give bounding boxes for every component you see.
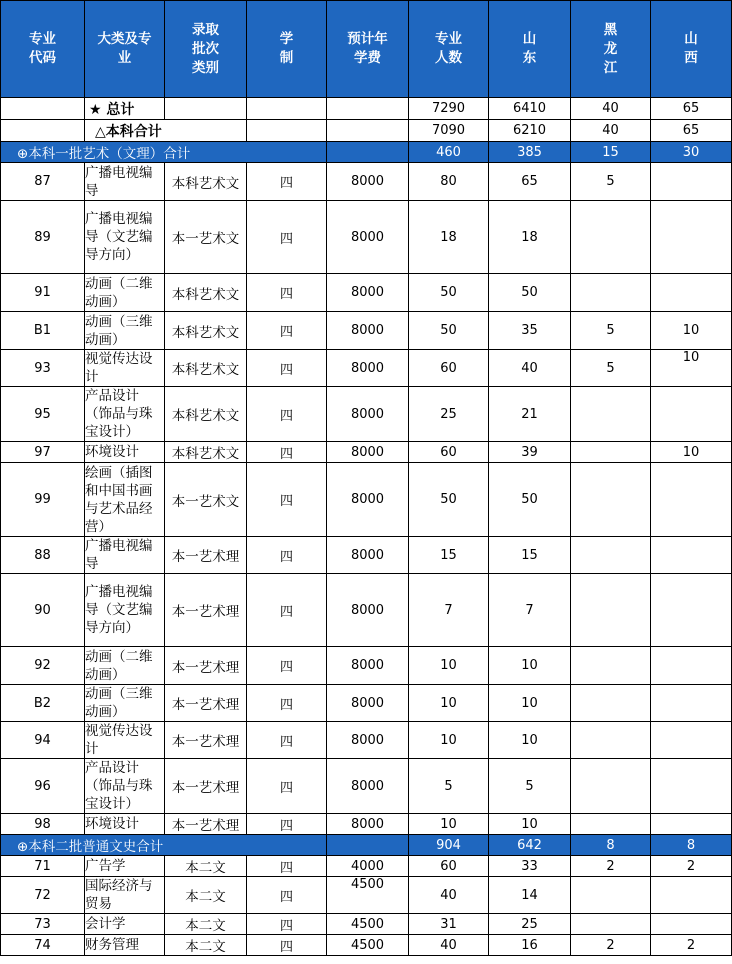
major-count: 10 — [409, 647, 489, 685]
quota-shanxi — [651, 759, 732, 814]
section-shanxi: 30 — [651, 142, 732, 163]
batch-type: 本科艺术文 — [165, 163, 247, 201]
major-count: 60 — [409, 856, 489, 877]
table-row — [1, 759, 732, 814]
major-code: 89 — [1, 201, 85, 274]
batch-type: 本一艺术文 — [165, 463, 247, 537]
cell-empty — [327, 835, 409, 856]
section-shanxi: 8 — [651, 835, 732, 856]
batch-type: 本一艺术文 — [165, 201, 247, 274]
major-code: 91 — [1, 274, 85, 312]
batch-type: 本二文 — [165, 935, 247, 956]
section-count: 904 — [409, 835, 489, 856]
quota-shandong: 14 — [489, 877, 571, 914]
major-code: 98 — [1, 814, 85, 835]
quota-shanxi — [651, 722, 732, 759]
major-name: 广播电视编导 — [85, 537, 165, 574]
batch-type: 本一艺术理 — [165, 722, 247, 759]
major-code: 92 — [1, 647, 85, 685]
grand-total-shanxi: 65 — [651, 98, 732, 120]
quota-heilongjiang — [571, 463, 651, 537]
major-count: 10 — [409, 814, 489, 835]
quota-shandong: 10 — [489, 647, 571, 685]
major-code: B2 — [1, 685, 85, 722]
quota-shanxi — [651, 814, 732, 835]
quota-heilongjiang — [571, 722, 651, 759]
table-row — [1, 722, 732, 759]
major-code: 96 — [1, 759, 85, 814]
tuition-fee: 8000 — [327, 537, 409, 574]
quota-heilongjiang: 5 — [571, 163, 651, 201]
cell-empty — [327, 98, 409, 120]
major-name: 产品设计（饰品与珠宝设计） — [85, 387, 165, 442]
quota-shandong: 5 — [489, 759, 571, 814]
table-row — [1, 274, 732, 312]
header-shandong: 山 东 — [489, 1, 571, 98]
table-row — [1, 463, 732, 537]
grand-total-heilongjiang: 40 — [571, 98, 651, 120]
tuition-fee: 8000 — [327, 350, 409, 387]
table-row — [1, 685, 732, 722]
grand-total-row — [1, 98, 732, 120]
quota-shanxi — [651, 387, 732, 442]
tuition-fee: 4500 — [327, 914, 409, 935]
tuition-fee: 4500 — [327, 877, 409, 914]
tuition-fee: 8000 — [327, 163, 409, 201]
header-shanxi: 山 西 — [651, 1, 732, 98]
major-count: 5 — [409, 759, 489, 814]
major-count: 60 — [409, 442, 489, 463]
quota-shandong: 50 — [489, 274, 571, 312]
table-row — [1, 537, 732, 574]
tuition-fee: 8000 — [327, 759, 409, 814]
batch-type: 本一艺术理 — [165, 685, 247, 722]
major-code: 95 — [1, 387, 85, 442]
tuition-fee: 8000 — [327, 647, 409, 685]
quota-shanxi — [651, 537, 732, 574]
section-row — [1, 835, 732, 856]
quota-heilongjiang: 5 — [571, 312, 651, 350]
major-name: 动画（二维动画） — [85, 647, 165, 685]
quota-heilongjiang — [571, 759, 651, 814]
duration: 四 — [247, 442, 327, 463]
quota-heilongjiang — [571, 685, 651, 722]
batch-type: 本科艺术文 — [165, 387, 247, 442]
major-name: 动画（三维动画） — [85, 312, 165, 350]
major-count: 50 — [409, 463, 489, 537]
undergrad-total-shanxi: 65 — [651, 120, 732, 142]
grand-total-label: ★ 总计 — [85, 98, 165, 120]
batch-type: 本二文 — [165, 914, 247, 935]
cell-empty — [327, 120, 409, 142]
undergrad-total-label: △本科合计 — [85, 120, 247, 142]
table-row — [1, 935, 732, 956]
section-shandong: 642 — [489, 835, 571, 856]
quota-heilongjiang — [571, 387, 651, 442]
quota-shanxi — [651, 877, 732, 914]
major-code: 72 — [1, 877, 85, 914]
table-row — [1, 387, 732, 442]
major-count: 60 — [409, 350, 489, 387]
quota-shanxi: 10 — [651, 312, 732, 350]
section-shandong: 385 — [489, 142, 571, 163]
major-code: 90 — [1, 574, 85, 647]
section-label: ⊕本科二批普通文史合计 — [1, 835, 327, 856]
duration: 四 — [247, 274, 327, 312]
quota-heilongjiang — [571, 877, 651, 914]
quota-heilongjiang: 5 — [571, 350, 651, 387]
quota-shandong: 39 — [489, 442, 571, 463]
major-name: 环境设计 — [85, 814, 165, 835]
major-count: 40 — [409, 935, 489, 956]
table-row — [1, 914, 732, 935]
duration: 四 — [247, 574, 327, 647]
grand-total-count: 7290 — [409, 98, 489, 120]
quota-shandong: 50 — [489, 463, 571, 537]
major-name: 绘画（插图和中国书画与艺术品经营） — [85, 463, 165, 537]
major-name: 环境设计 — [85, 442, 165, 463]
duration: 四 — [247, 814, 327, 835]
quota-shandong: 40 — [489, 350, 571, 387]
tuition-fee: 8000 — [327, 387, 409, 442]
quota-heilongjiang — [571, 201, 651, 274]
quota-shandong: 18 — [489, 201, 571, 274]
duration: 四 — [247, 350, 327, 387]
quota-shanxi: 10 — [651, 350, 732, 387]
table-row — [1, 814, 732, 835]
batch-type: 本二文 — [165, 856, 247, 877]
tuition-fee: 8000 — [327, 274, 409, 312]
section-label: ⊕本科一批艺术（文理）合计 — [1, 142, 327, 163]
duration: 四 — [247, 537, 327, 574]
quota-shanxi — [651, 914, 732, 935]
batch-type: 本一艺术理 — [165, 759, 247, 814]
major-name: 国际经济与贸易 — [85, 877, 165, 914]
cell-empty — [165, 98, 247, 120]
quota-shanxi — [651, 163, 732, 201]
major-code: 97 — [1, 442, 85, 463]
major-name: 产品设计（饰品与珠宝设计） — [85, 759, 165, 814]
tuition-fee: 8000 — [327, 463, 409, 537]
table-row — [1, 312, 732, 350]
duration: 四 — [247, 201, 327, 274]
quota-shandong: 10 — [489, 685, 571, 722]
major-count: 50 — [409, 274, 489, 312]
quota-shanxi — [651, 574, 732, 647]
batch-type: 本科艺术文 — [165, 442, 247, 463]
tuition-fee: 8000 — [327, 312, 409, 350]
grand-total-shandong: 6410 — [489, 98, 571, 120]
quota-shandong: 33 — [489, 856, 571, 877]
section-row — [1, 142, 732, 163]
header-fee: 预计年 学费 — [327, 1, 409, 98]
header-category: 大类及专 业 — [85, 1, 165, 98]
quota-shandong: 65 — [489, 163, 571, 201]
quota-heilongjiang — [571, 814, 651, 835]
cell-empty — [1, 98, 85, 120]
quota-shanxi — [651, 201, 732, 274]
table-row — [1, 163, 732, 201]
major-name: 广播电视编导（文艺编导方向） — [85, 201, 165, 274]
duration: 四 — [247, 877, 327, 914]
major-name: 会计学 — [85, 914, 165, 935]
quota-shandong: 16 — [489, 935, 571, 956]
major-count: 40 — [409, 877, 489, 914]
quota-shandong: 21 — [489, 387, 571, 442]
quota-shanxi: 2 — [651, 935, 732, 956]
duration: 四 — [247, 914, 327, 935]
major-name: 广告学 — [85, 856, 165, 877]
duration: 四 — [247, 463, 327, 537]
quota-heilongjiang: 2 — [571, 856, 651, 877]
duration: 四 — [247, 856, 327, 877]
tuition-fee: 8000 — [327, 442, 409, 463]
tuition-fee: 8000 — [327, 814, 409, 835]
batch-type: 本二文 — [165, 877, 247, 914]
major-code: 73 — [1, 914, 85, 935]
duration: 四 — [247, 387, 327, 442]
quota-heilongjiang — [571, 537, 651, 574]
cell-empty — [247, 120, 327, 142]
major-name: 视觉传达设计 — [85, 722, 165, 759]
major-count: 15 — [409, 537, 489, 574]
major-name: 财务管理 — [85, 935, 165, 956]
tuition-fee: 8000 — [327, 574, 409, 647]
major-code: 94 — [1, 722, 85, 759]
table-row — [1, 877, 732, 914]
table-row — [1, 442, 732, 463]
quota-shandong: 7 — [489, 574, 571, 647]
header-code: 专业 代码 — [1, 1, 85, 98]
batch-type: 本一艺术理 — [165, 814, 247, 835]
duration: 四 — [247, 935, 327, 956]
major-code: B1 — [1, 312, 85, 350]
major-name: 动画（二维动画） — [85, 274, 165, 312]
quota-heilongjiang — [571, 647, 651, 685]
batch-type: 本科艺术文 — [165, 312, 247, 350]
quota-shanxi: 10 — [651, 442, 732, 463]
section-heilongjiang: 15 — [571, 142, 651, 163]
undergrad-total-shandong: 6210 — [489, 120, 571, 142]
table-row — [1, 201, 732, 274]
duration: 四 — [247, 685, 327, 722]
section-heilongjiang: 8 — [571, 835, 651, 856]
quota-heilongjiang: 2 — [571, 935, 651, 956]
quota-shandong: 10 — [489, 722, 571, 759]
major-count: 80 — [409, 163, 489, 201]
tuition-fee: 4500 — [327, 935, 409, 956]
major-code: 71 — [1, 856, 85, 877]
tuition-fee: 4000 — [327, 856, 409, 877]
header-count: 专业 人数 — [409, 1, 489, 98]
table-row — [1, 574, 732, 647]
major-count: 10 — [409, 722, 489, 759]
batch-type: 本一艺术理 — [165, 574, 247, 647]
header-heilongjiang: 黑 龙 江 — [571, 1, 651, 98]
major-count: 31 — [409, 914, 489, 935]
major-code: 99 — [1, 463, 85, 537]
major-code: 93 — [1, 350, 85, 387]
table-row — [1, 647, 732, 685]
major-code: 87 — [1, 163, 85, 201]
quota-shandong: 35 — [489, 312, 571, 350]
batch-type: 本一艺术理 — [165, 647, 247, 685]
major-count: 7 — [409, 574, 489, 647]
duration: 四 — [247, 647, 327, 685]
table-header-row — [1, 1, 732, 98]
major-count: 50 — [409, 312, 489, 350]
tuition-fee: 8000 — [327, 722, 409, 759]
major-name: 广播电视编导（文艺编导方向） — [85, 574, 165, 647]
quota-shandong: 25 — [489, 914, 571, 935]
table-row — [1, 856, 732, 877]
tuition-fee: 8000 — [327, 201, 409, 274]
major-count: 18 — [409, 201, 489, 274]
major-code: 88 — [1, 537, 85, 574]
section-count: 460 — [409, 142, 489, 163]
quota-heilongjiang — [571, 574, 651, 647]
quota-heilongjiang — [571, 442, 651, 463]
quota-heilongjiang — [571, 914, 651, 935]
undergrad-total-count: 7090 — [409, 120, 489, 142]
header-duration: 学 制 — [247, 1, 327, 98]
table-row — [1, 350, 732, 387]
major-name: 视觉传达设计 — [85, 350, 165, 387]
batch-type: 本科艺术文 — [165, 274, 247, 312]
undergrad-total-row — [1, 120, 732, 142]
cell-empty — [1, 120, 85, 142]
tuition-fee: 8000 — [327, 685, 409, 722]
duration: 四 — [247, 163, 327, 201]
duration: 四 — [247, 722, 327, 759]
cell-empty — [247, 98, 327, 120]
quota-shanxi — [651, 463, 732, 537]
major-count: 10 — [409, 685, 489, 722]
batch-type: 本一艺术理 — [165, 537, 247, 574]
undergrad-total-heilongjiang: 40 — [571, 120, 651, 142]
quota-shanxi — [651, 274, 732, 312]
major-count: 25 — [409, 387, 489, 442]
major-name: 广播电视编导 — [85, 163, 165, 201]
quota-shanxi — [651, 647, 732, 685]
major-name: 动画（三维动画） — [85, 685, 165, 722]
cell-empty — [327, 142, 409, 163]
duration: 四 — [247, 312, 327, 350]
header-batch: 录取 批次 类别 — [165, 1, 247, 98]
quota-heilongjiang — [571, 274, 651, 312]
major-code: 74 — [1, 935, 85, 956]
quota-shandong: 15 — [489, 537, 571, 574]
quota-shandong: 10 — [489, 814, 571, 835]
duration: 四 — [247, 759, 327, 814]
quota-shanxi — [651, 685, 732, 722]
quota-shanxi: 2 — [651, 856, 732, 877]
batch-type: 本科艺术文 — [165, 350, 247, 387]
